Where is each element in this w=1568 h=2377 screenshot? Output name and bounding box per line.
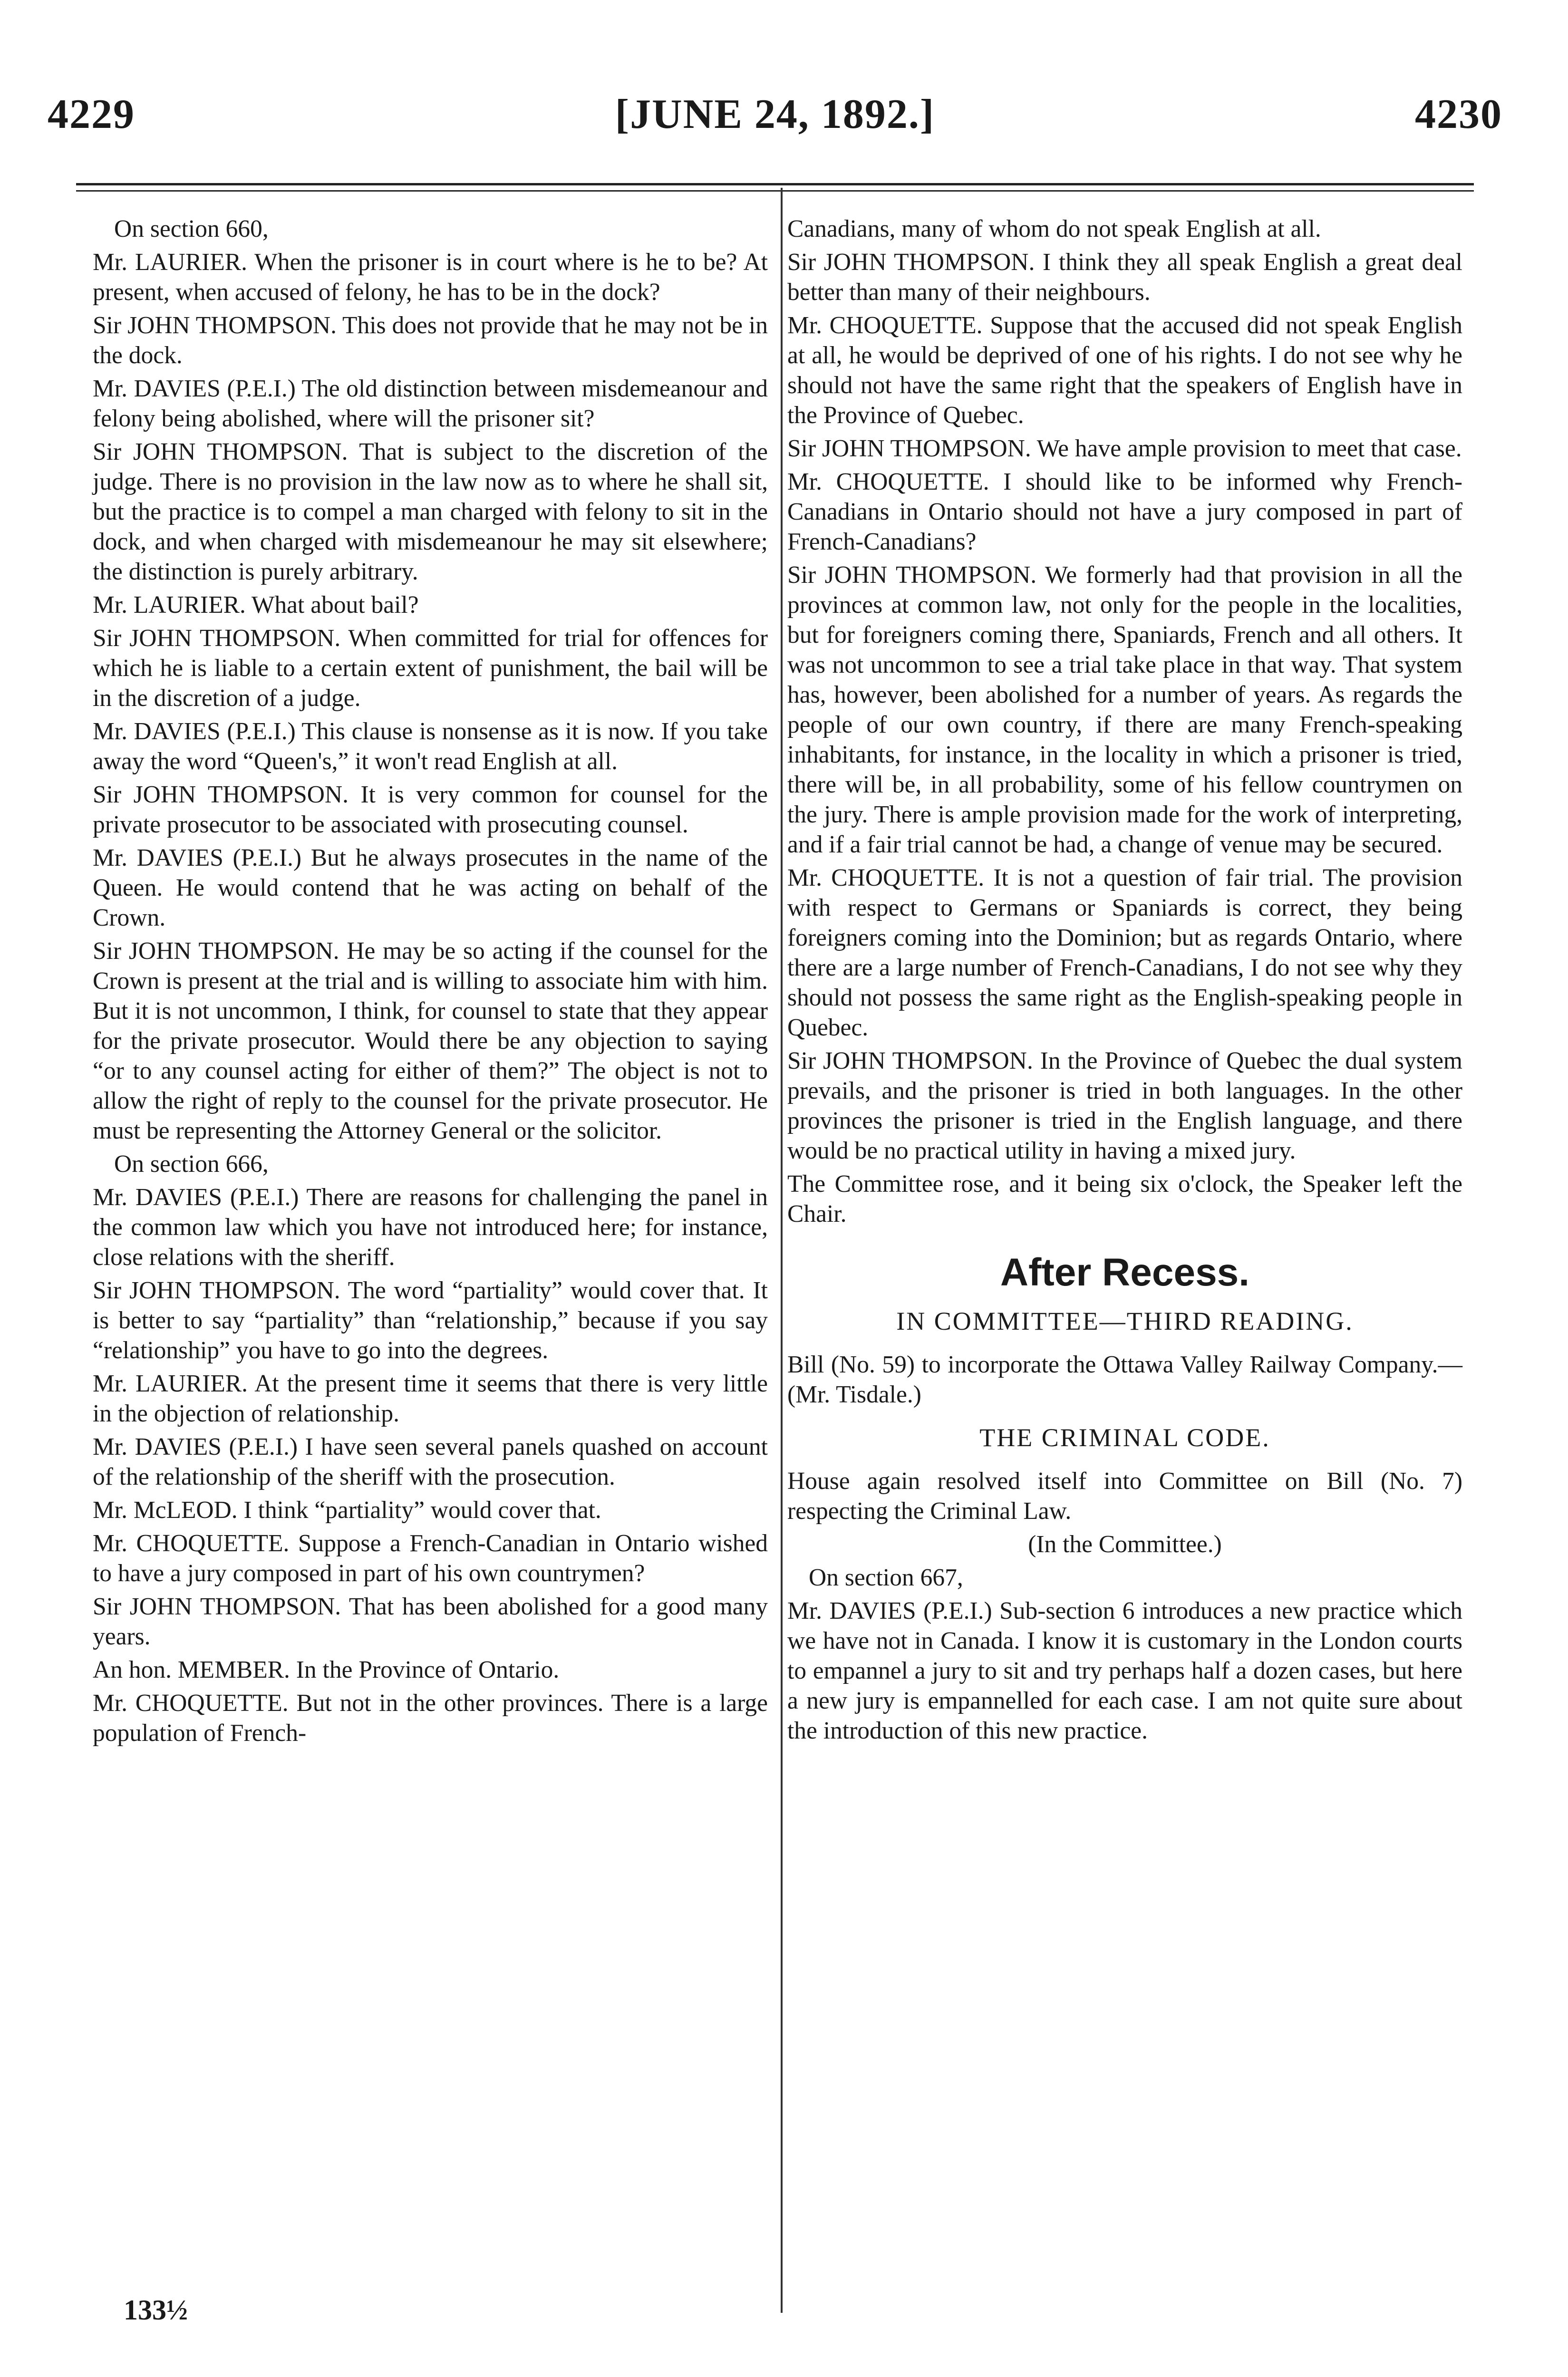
speech-davies-2: Mr. DAVIES (P.E.I.) This clause is nonsense as it is now. If you take away the word “Queen's,” it won't read English at all.: [93, 718, 768, 775]
section-666-label: On section 666,: [114, 1150, 269, 1178]
speech-thompson-3: Sir JOHN THOMPSON. When committed for trial for offences for which he is liable to a certain extent of punishment, the bail will be in the discretion of a judge.: [93, 625, 768, 712]
page-number-right: 4230: [1415, 91, 1502, 137]
speech-thompson-4: Sir JOHN THOMPSON. It is very common for counsel for the private prosecutor to be associated with prosecuting counsel.: [93, 781, 768, 838]
speech-choquette-2: Mr. CHOQUETTE. But not in the other provinces. There is a large population of French-: [93, 1690, 768, 1747]
house-resolved-paragraph: House again resolved itself into Committee on Bill (No. 7) respecting the Criminal Law.: [787, 1468, 1462, 1525]
page-header: [48, 90, 1502, 152]
speech-davies-4: Mr. DAVIES (P.E.I.) There are reasons for challenging the panel in the common law which you have not introduced here; for instance, close relations with the sheriff.: [93, 1184, 768, 1271]
speech-thompson-5: Sir JOHN THOMPSON. He may be so acting if the counsel for the Crown is present at the trial and is willing to associate him with him. But it is not uncommon, I think, for counsel to state that they appear for the private prosecutor. Would there be any objection to saying “or to any counsel acting for either of them?” The object is not to allow the right of reply to the counsel for the private prosecutor. He must be representing the Attorney General or the solicitor.: [93, 937, 768, 1144]
speech-choquette-1: Mr. CHOQUETTE. Suppose a French-Canadian in Ontario wished to have a jury composed in part of his own countrymen?: [93, 1530, 768, 1587]
committee-third-reading-heading: IN COMMITTEE—THIRD READING.: [896, 1307, 1354, 1335]
speech-thompson-6: Sir JOHN THOMPSON. The word “partiality” would cover that. It is better to say “partiality” than “relationship,” because if you say “relationship” you have to go into the degrees.: [93, 1277, 768, 1364]
header-rule-thick: [76, 183, 1474, 185]
speech-member-1: An hon. MEMBER. In the Province of Ontario.: [93, 1656, 560, 1683]
speech-thompson-8: Sir JOHN THOMPSON. I think they all speak English a great deal better than many of their neighbours.: [787, 249, 1462, 306]
folio-mark: 133½: [124, 2294, 188, 2326]
speech-choquette-5: Mr. CHOQUETTE. It is not a question of fair trial. The provision with respect to Germans or Spaniards is correct, they being foreigners coming into the Dominion; but as regards Ontario, where there are a large number of French-Canadians, I do not see why they should not possess the same right as the English-speaking people in Quebec.: [787, 864, 1462, 1041]
speech-davies-3: Mr. DAVIES (P.E.I.) But he always prosecutes in the name of the Queen. He would contend that he was acting on behalf of the Crown.: [93, 844, 768, 931]
speech-choquette-3: Mr. CHOQUETTE. Suppose that the accused did not speak English at all, he would be deprived of one of his rights. I do not see why he should not have the same right that the speakers of English have in the Province of Quebec.: [787, 312, 1462, 429]
speech-thompson-9: Sir JOHN THOMPSON. We have ample provision to meet that case.: [787, 435, 1462, 462]
committee-rose-note: The Committee rose, and it being six o'clock, the Speaker left the Chair.: [787, 1170, 1462, 1227]
speech-laurier-1: Mr. LAURIER. When the prisoner is in court where is he to be? At present, when accused of felony, he has to be in the dock?: [93, 249, 768, 306]
speech-thompson-11: Sir JOHN THOMPSON. In the Province of Quebec the dual system prevails, and the prisoner is tried in both languages. In the other provinces the prisoner is tried in the English language, and there would be no practical utility in having a mixed jury.: [787, 1047, 1462, 1164]
header-date: [JUNE 24, 1892.]: [615, 91, 935, 137]
bill-59-entry: Bill (No. 59) to incorporate the Ottawa Valley Railway Company.—(Mr. Tisdale.): [787, 1351, 1462, 1408]
continuation-paragraph: Canadians, many of whom do not speak English at all.: [787, 215, 1321, 242]
speech-laurier-3: Mr. LAURIER. At the present time it seems that there is very little in the objection of relationship.: [93, 1370, 768, 1427]
speech-davies-1: Mr. DAVIES (P.E.I.) The old distinction between misdemeanour and felony being abolished, where will the prisoner sit?: [93, 375, 768, 432]
header-rule-thin: [76, 190, 1474, 192]
speech-thompson-1: Sir JOHN THOMPSON. This does not provide that he may not be in the dock.: [93, 312, 768, 369]
column-divider: [781, 188, 783, 2313]
speech-thompson-2: Sir JOHN THOMPSON. That is subject to the discretion of the judge. There is no provision in the law now as to where he shall sit, but the practice is to compel a man charged with felony to sit in the dock, and when charged with misdemeanour he may sit elsewhere; the distinction is purely arbitrary.: [93, 438, 768, 585]
speech-thompson-7: Sir JOHN THOMPSON. That has been abolished for a good many years.: [93, 1593, 768, 1650]
page-number-left: 4229: [48, 91, 135, 137]
speech-choquette-4: Mr. CHOQUETTE. I should like to be informed why French-Canadians in Ontario should not have a jury composed in part of French-Canadians?: [787, 468, 1462, 555]
speech-laurier-2: Mr. LAURIER. What about bail?: [93, 591, 419, 618]
section-667-label: On section 667,: [809, 1564, 963, 1591]
left-column: [93, 214, 768, 1751]
right-column: [787, 214, 1462, 1749]
speech-thompson-10: Sir JOHN THOMPSON. We formerly had that provision in all the provinces at common law, not only for the people in the localities, but for foreigners coming there, Spaniards, French and all others. It was not uncommon to see a trial take place in that way. That system has, however, been abolished for a number of years. As regards the people of our own country, if there are many French-speaking inhabitants, for instance, in the locality in which a prisoner is tried, there will be, in all probability, some of his fellow countrymen on the jury. There is ample provision made for the work of interpreting, and if a fair trial cannot be had, a change of venue may be secured.: [787, 561, 1462, 858]
speech-davies-5: Mr. DAVIES (P.E.I.) I have seen several panels quashed on account of the relationship of the sheriff with the prosecution.: [93, 1433, 768, 1490]
in-committee-note: (In the Committee.): [1028, 1531, 1222, 1558]
speech-davies-6: Mr. DAVIES (P.E.I.) Sub-section 6 introduces a new practice which we have not in Canada. I know it is customary in the London courts to empannel a jury to sit and try perhaps half a dozen cases, but here a new jury is empannelled for each case. I am not quite sure about the introduction of this new practice.: [787, 1597, 1462, 1744]
after-recess-title: After Recess.: [1000, 1251, 1250, 1294]
section-660-label: On section 660,: [114, 215, 269, 242]
speech-mcleod-1: Mr. McLEOD. I think “partiality” would cover that.: [93, 1497, 601, 1524]
criminal-code-heading: THE CRIMINAL CODE.: [979, 1423, 1270, 1452]
